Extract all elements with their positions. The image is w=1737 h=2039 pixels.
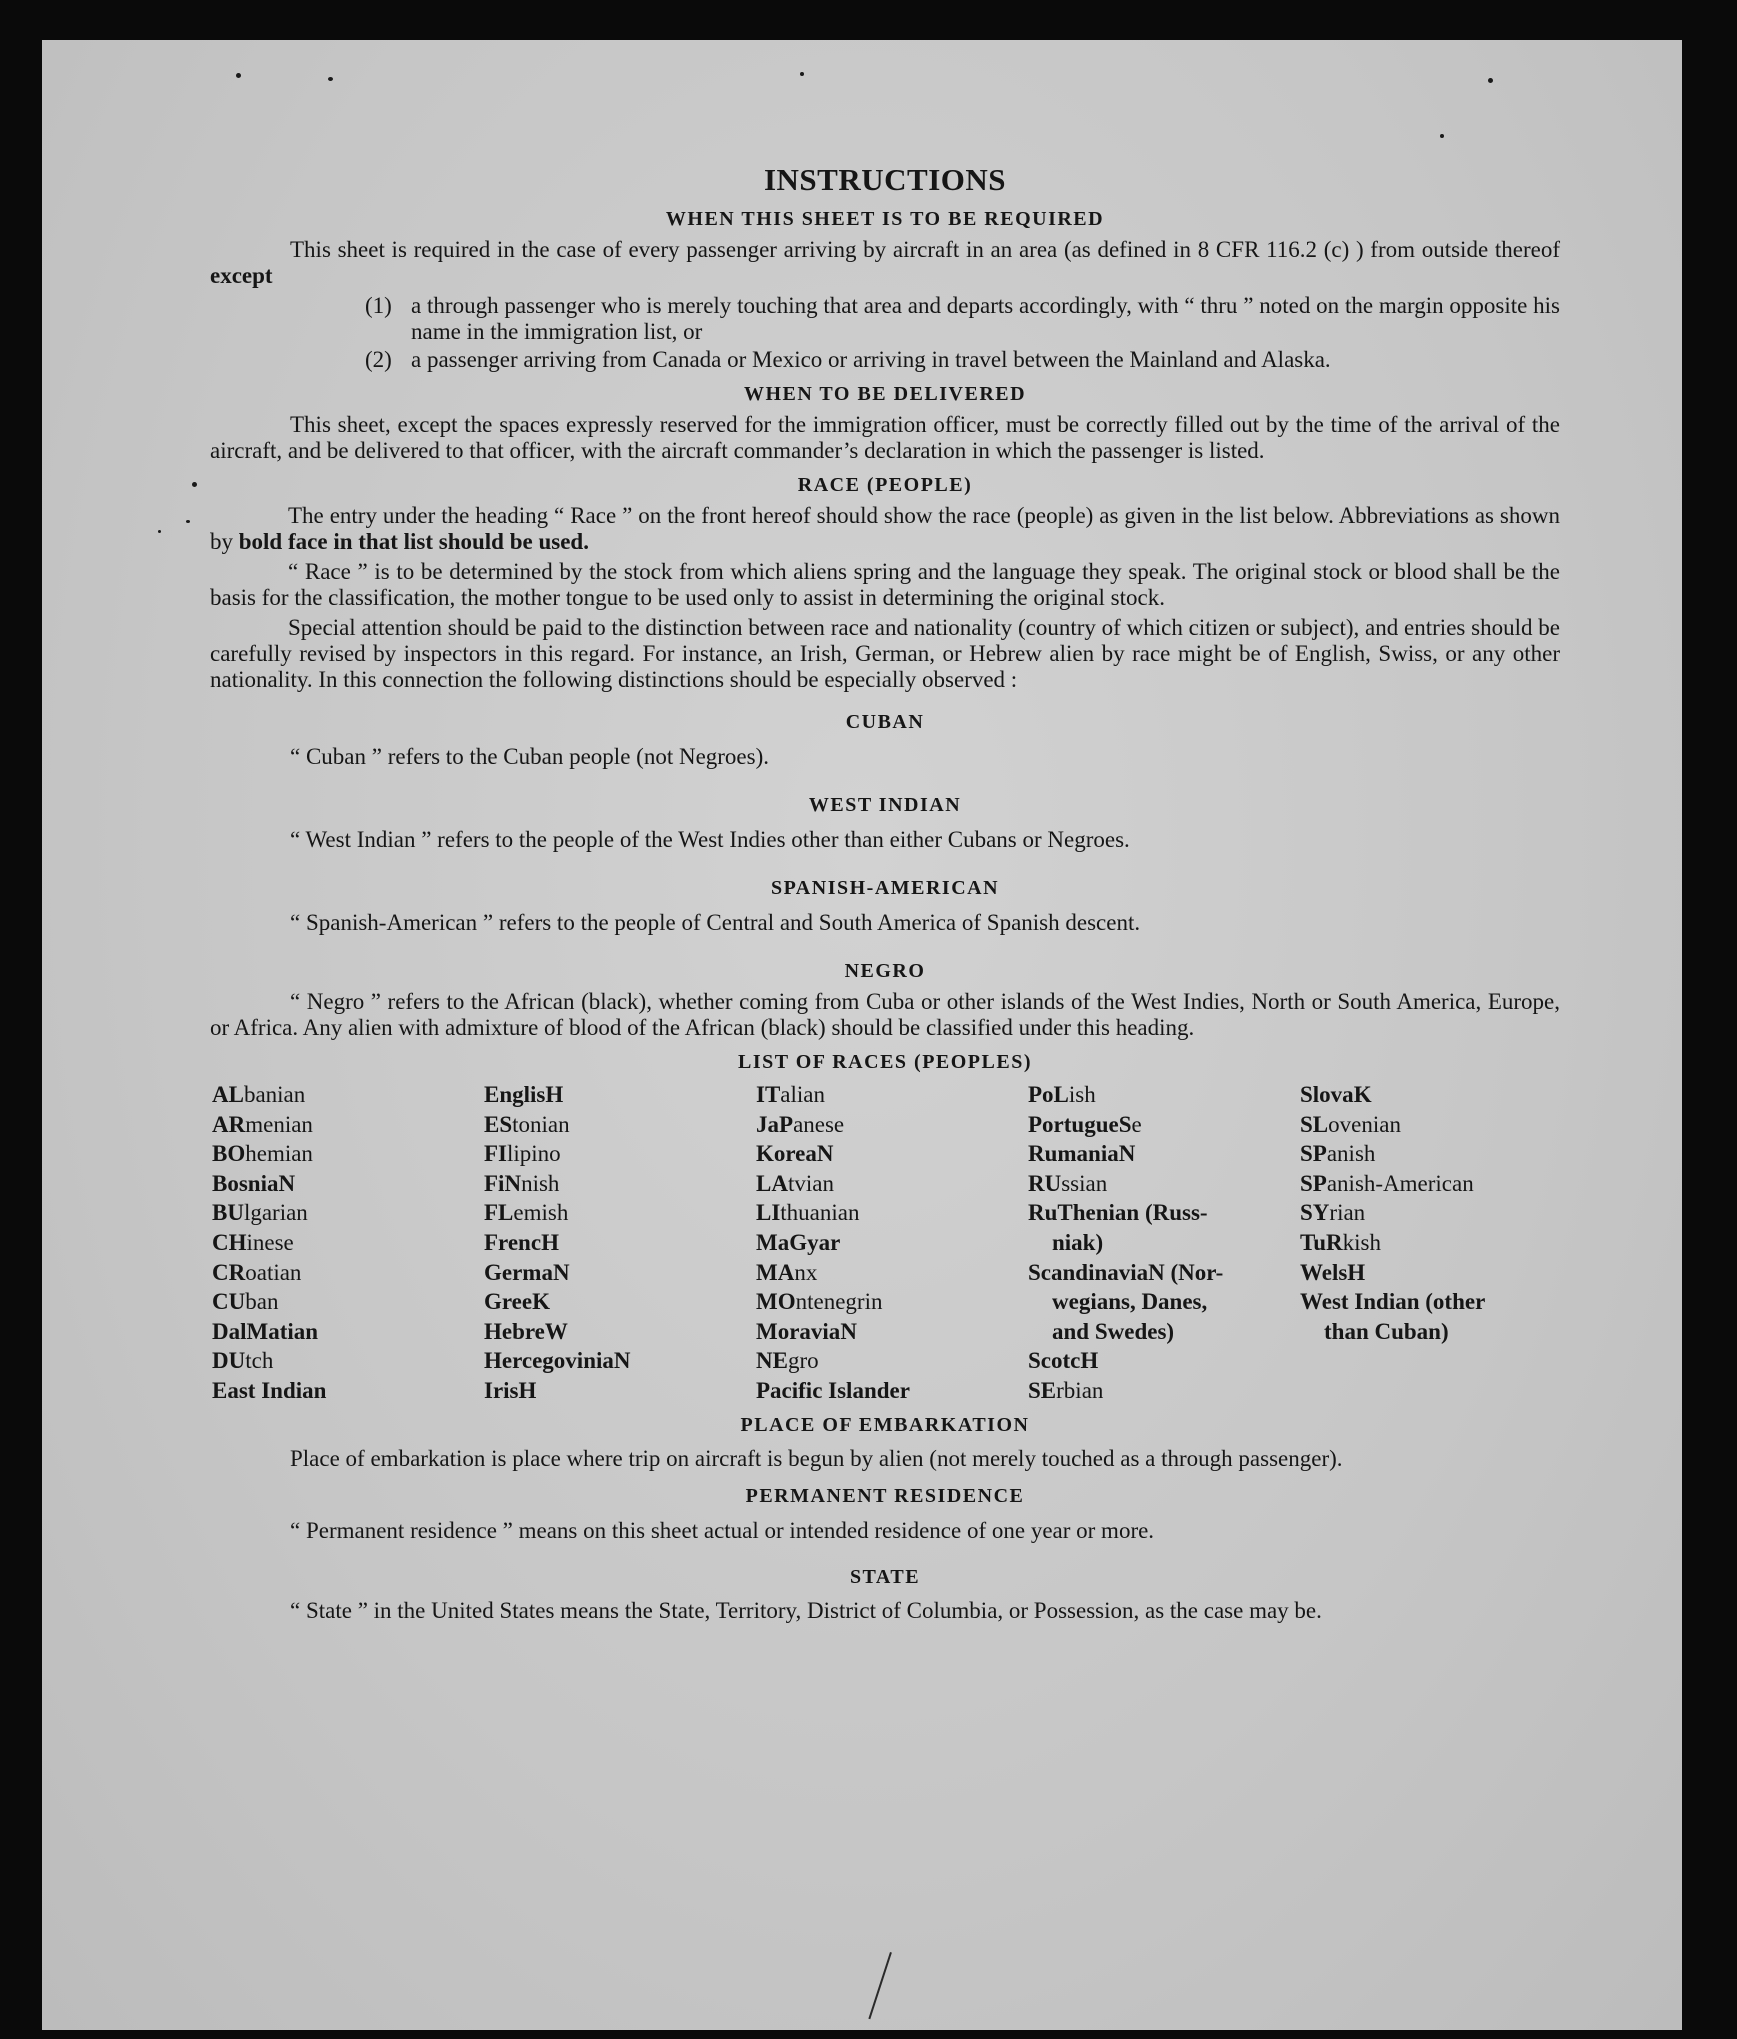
race-column [484,1080,756,1406]
race-paragraph-1 [210,503,1560,555]
west-indian-text: “ West Indian ” refers to the people of the West Indies other than either Cubans or Negroes. [290,827,1130,852]
instructions-content [210,162,1560,1631]
race-entry: ScandinaviaN (Nor- [1028,1259,1224,1285]
when-required-intro [210,237,1560,289]
race-paragraph-3: Special attention should be paid to the distinction between race and nationality (country of which citizen or subject), and entries should be carefully revised by inspectors in this regard. For instance, an Irish, German, or Hebrew alien by race might be of English, Swiss, or any other nationality. In this connection the following distinctions should be especially observed : [210,615,1560,692]
item-number: (2) [365,347,392,372]
heading-embarkation: PLACE OF EMBARKATION [740,1413,1030,1436]
race-entry: ARmenian [212,1111,313,1137]
race-column [756,1080,1028,1406]
race-entry: SlovaK [1300,1082,1372,1107]
heading-west-indian: WEST INDIAN [808,794,962,816]
scan-speck [158,530,161,533]
race-entry: IrisH [484,1377,537,1403]
race-entry: HercegoviniaN [484,1348,631,1374]
permanent-residence-text: “ Permanent residence ” means on this sheet actual or intended residence of one year or more. [290,1517,1155,1543]
heading-state: STATE [849,1565,921,1588]
race-entry: RumaniaN [1028,1141,1136,1167]
race-entry: JaPanese [756,1111,845,1137]
race-entry: MAnx [756,1259,818,1285]
race-entry: CRoatian [212,1259,302,1285]
scan-speck [1440,134,1444,138]
heading-list-of-races: LIST OF RACES (PEOPLES) [737,1051,1032,1073]
item-text: a passenger arriving from Canada or Mexico or arriving in travel between the Mainland and Alaska. [411,347,1331,372]
race-entry: ScotcH [1028,1348,1099,1374]
race-entry: FrencH [484,1229,559,1255]
race-entry: FIlipino [484,1141,561,1167]
race-column [1028,1080,1300,1406]
race-entry: WelsH [1300,1259,1366,1285]
race-entry: PortugueSe [1028,1111,1142,1137]
race-entry: RuThenian (Russ- [1028,1200,1208,1226]
race-entry: GreeK [484,1289,550,1315]
race-entry: East Indian [212,1377,327,1403]
heading-cuban: CUBAN [845,711,925,733]
scan-speck [192,482,197,487]
race-entry: TuRkish [1300,1229,1381,1255]
scan-speck [328,77,333,81]
race-entry: LIthuanian [756,1200,860,1226]
race-entry: niak) [1052,1229,1104,1255]
race-entry: Pacific Islander [756,1377,910,1403]
race-entry: FLemish [484,1200,569,1226]
exception-item-1 [365,293,1560,345]
race-entry: BOhemian [212,1141,313,1167]
state-text: “ State ” in the United States means the State, Territory, District of Columbia, or Possession, as the case may be. [290,1597,1322,1623]
scan-speck [236,73,241,78]
document-page [42,40,1682,2030]
negro-text: “ Negro ” refers to the African (black), whether coming from Cuba or other islands of the West Indies, North or South America, Europe, or Africa. Any alien with admixture of blood of the African (black) should be classified under this heading. [210,989,1560,1040]
scan-speck [1488,78,1493,83]
heading-spanish-american: SPANISH-AMERICAN [770,877,1000,899]
race-column [212,1080,484,1406]
race-entry: SYrian [1300,1200,1366,1226]
race-entry: CHinese [212,1229,294,1255]
race-entry: and Swedes) [1052,1318,1175,1344]
race-entry: SLovenian [1300,1111,1401,1137]
paper-crack [868,1952,892,2019]
race-entry: KoreaN [756,1141,834,1167]
race-entry: wegians, Danes, [1052,1289,1208,1315]
race-entry: GermaN [484,1259,570,1285]
race-entry: RUssian [1028,1170,1108,1196]
item-text: a through passenger who is merely touching that area and departs accordingly, with “ thru ” noted on the margin opposite his name in the immigration list, or [411,293,1560,344]
race-entry: MoraviaN [756,1318,857,1344]
race-entry: CUban [212,1289,279,1315]
heading-when-delivered: WHEN TO BE DELIVERED [743,383,1027,405]
race-p1-text-end: in that list should be used. [327,529,589,554]
embarkation-text: Place of embarkation is place where trip on aircraft is begun by alien (not merely touched as a through passenger). [290,1445,1343,1471]
intro-bold-except: except [210,263,273,288]
race-entry: LAtvian [756,1170,834,1196]
when-delivered-text: This sheet, except the spaces expressly reserved for the immigration officer, must be correctly filled out by the time of the arrival of the aircraft, and be delivered to that officer, with the aircraft commander’s declaration in which the passenger is listed. [210,412,1560,463]
spanish-american-text: “ Spanish-American ” refers to the people of Central and South America of Spanish descent. [290,910,1141,935]
exception-item-2 [365,347,1560,373]
race-entry: MOntenegrin [756,1289,883,1315]
item-number: (1) [365,293,392,318]
race-entry: West Indian (other [1300,1289,1486,1315]
cuban-text: “ Cuban ” refers to the Cuban people (not Negroes). [290,744,770,769]
race-entry: SErbian [1028,1377,1104,1403]
race-entry: HebreW [484,1318,568,1344]
race-entry: NEgro [756,1348,819,1374]
race-entry: FiNnish [484,1170,560,1196]
heading-negro: NEGRO [844,960,926,982]
race-entry: DalMatian [212,1318,319,1344]
scan-speck [800,72,804,76]
race-entry: PoLish [1028,1082,1096,1107]
race-entry: ITalian [756,1082,825,1107]
race-entry: MaGyar [756,1229,841,1255]
race-p1-bold: bold face [238,529,328,554]
race-entry: DUtch [212,1348,274,1374]
race-paragraph-2: “ Race ” is to be determined by the stock from which aliens spring and the language they speak. The original stock or blood shall be the basis for the classification, the mother tongue to be used only to assist in determining the original stock. [210,559,1560,610]
heading-when-required: WHEN THIS SHEET IS TO BE REQUIRED [665,208,1105,230]
race-entry: SPanish-American [1300,1170,1474,1196]
race-entry: BosniaN [212,1170,296,1196]
race-entry: EnglisH [484,1082,564,1107]
race-entry: EStonian [484,1111,570,1137]
race-entry: than Cuban) [1324,1318,1449,1344]
scan-speck [186,520,190,523]
race-p1-text: The entry under the heading “ Race ” on the front hereof should show the race (people) as given in the list below. Abbreviations as shown by [210,503,1560,554]
intro-text: This sheet is required in the case of every passenger arriving by aircraft in an area (as defined in 8 CFR 116.2 (c) ) from outside thereof [290,237,1560,262]
race-list [212,1080,1560,1406]
heading-race: RACE (PEOPLE) [797,474,973,496]
page-title: INSTRUCTIONS [763,162,1006,197]
race-column [1300,1080,1540,1406]
race-entry: SPanish [1300,1141,1376,1167]
race-entry: BUlgarian [212,1200,308,1226]
race-entry: ALbanian [212,1082,306,1107]
heading-permanent-residence: PERMANENT RESIDENCE [745,1484,1025,1507]
